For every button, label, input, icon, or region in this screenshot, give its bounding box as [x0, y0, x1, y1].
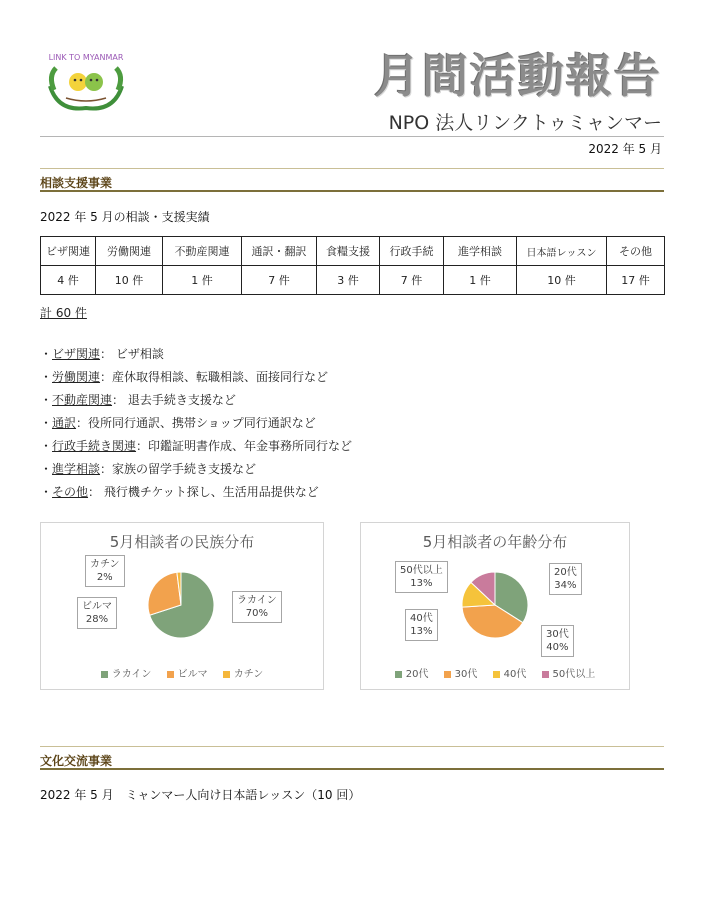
table-header-cell: ビザ関連: [41, 237, 96, 266]
chart-legend: [41, 665, 323, 680]
table-header-cell: 不動産関連: [163, 237, 242, 266]
legend-swatch: [444, 671, 451, 678]
bullet-mark: ・: [40, 347, 53, 361]
list-item: [40, 437, 352, 460]
consultation-section-title: 相談支援事業: [40, 176, 113, 190]
table-header-cell: 行政手続: [380, 237, 444, 266]
table-row: [41, 266, 665, 295]
legend-swatch: [167, 671, 174, 678]
table-header-cell: 通訳・翻訳: [242, 237, 317, 266]
table-header-cell: 日本語レッスン: [517, 237, 607, 266]
age-chart: [360, 522, 630, 690]
bullet-mark: ・: [40, 393, 53, 407]
list-item: [40, 483, 352, 506]
detail-description: 飛行機チケット探し、生活用品提供など: [100, 485, 319, 499]
detail-term: 進学相談: [52, 462, 101, 476]
section-top-rule: [40, 168, 664, 169]
section-bottom-rule: [40, 768, 664, 770]
table-cell: 7 件: [380, 266, 444, 295]
detail-description: 家族の留学手続き支援など: [112, 462, 257, 476]
data-label-40s: [405, 609, 438, 641]
bullet-mark: ・: [40, 370, 53, 384]
section-bottom-rule: [40, 190, 664, 192]
detail-description: 印鑑証明書作成、年金事務所同行など: [148, 439, 353, 453]
legend-item: [167, 669, 208, 680]
culture-activity-line: 2022 年 5 月 ミャンマー人向け日本語レッスン（10 回）: [40, 788, 361, 802]
slice-category: 30代: [546, 629, 569, 640]
legend-label: カチン: [233, 669, 264, 680]
table-cell: 7 件: [242, 266, 317, 295]
legend-label: 30代: [454, 669, 478, 680]
data-label-50s: [395, 561, 448, 593]
bullet-mark: ・: [40, 439, 53, 453]
logo-lettering: LINK TO MYANMAR: [48, 53, 124, 62]
data-label-burma: [77, 597, 117, 629]
legend-label: ビルマ: [177, 669, 208, 680]
consultation-stats-table: [40, 236, 665, 295]
slice-percent: 70%: [245, 608, 268, 619]
table-header-cell: その他: [607, 237, 665, 266]
table-header-cell: 進学相談: [444, 237, 517, 266]
detail-separator: ：: [100, 347, 113, 361]
slice-percent: 34%: [554, 580, 577, 591]
detail-term: ビザ関連: [52, 347, 101, 361]
table-header-row: [41, 237, 665, 266]
slice-category: 40代: [410, 613, 433, 624]
table-header-cell: 労働関連: [96, 237, 163, 266]
legend-item: [223, 669, 264, 680]
slice-percent: 40%: [546, 642, 569, 653]
legend-swatch: [223, 671, 230, 678]
detail-description: 産休取得相談、転職相談、面接同行など: [112, 370, 329, 384]
slice-category: カチン: [90, 559, 120, 570]
table-cell: 4 件: [41, 266, 96, 295]
table-cell: 3 件: [317, 266, 380, 295]
slice-percent: 2%: [96, 572, 113, 583]
detail-separator: ：: [100, 370, 113, 384]
table-cell: 1 件: [163, 266, 242, 295]
report-date: 2022 年 5 月: [588, 142, 662, 156]
list-item: [40, 460, 352, 483]
legend-swatch: [542, 671, 549, 678]
slice-category: 50代以上: [400, 565, 443, 576]
section-top-rule: [40, 746, 664, 747]
table-cell: 1 件: [444, 266, 517, 295]
consultation-details-list: [40, 345, 352, 506]
slice-category: ラカイン: [237, 595, 277, 606]
organization-logo: [44, 46, 128, 112]
detail-term: 行政手続き関連: [52, 439, 137, 453]
slice-percent: 13%: [410, 626, 433, 637]
detail-term: 不動産関連: [52, 393, 113, 407]
bullet-mark: ・: [40, 462, 53, 476]
table-cell: 10 件: [96, 266, 163, 295]
legend-item: [444, 669, 478, 680]
list-item: [40, 414, 352, 437]
list-item: [40, 391, 352, 414]
slice-category: ビルマ: [82, 601, 112, 612]
legend-label: 50代以上: [552, 669, 596, 680]
legend-item: [101, 669, 152, 680]
legend-item: [542, 669, 596, 680]
detail-term: その他: [52, 485, 89, 499]
ethnicity-chart: [40, 522, 324, 690]
slice-category: 20代: [554, 567, 577, 578]
legend-label: 40代: [503, 669, 527, 680]
slice-percent: 28%: [85, 614, 109, 625]
data-label-kachin: [85, 555, 125, 587]
chart-title: 5月相談者の民族分布: [109, 533, 255, 551]
legend-label: ラカイン: [111, 669, 152, 680]
detail-description: ビザ相談: [112, 347, 164, 361]
legend-swatch: [395, 671, 402, 678]
data-label-20s: [549, 563, 582, 595]
legend-swatch: [493, 671, 500, 678]
detail-separator: ：: [76, 416, 89, 430]
detail-description: 退去手続き支援など: [124, 393, 236, 407]
legend-swatch: [101, 671, 108, 678]
bullet-mark: ・: [40, 416, 53, 430]
header-divider: [40, 136, 664, 137]
list-item: [40, 345, 352, 368]
chart-legend: [361, 665, 629, 680]
data-label-rakhine: [232, 591, 282, 623]
table-header-cell: 食糧支援: [317, 237, 380, 266]
chart-title: 5月相談者の年齢分布: [422, 533, 568, 551]
list-item: [40, 368, 352, 391]
detail-description: 役所同行通訳、携帯ショップ同行通訳など: [88, 416, 316, 430]
organization-name: NPO 法人リンクトゥミャンマー: [388, 112, 662, 134]
data-label-30s: [541, 625, 574, 657]
detail-term: 通訳: [52, 416, 77, 430]
detail-separator: ：: [112, 393, 125, 407]
detail-separator: ：: [136, 439, 149, 453]
detail-separator: ：: [100, 462, 113, 476]
bullet-mark: ・: [40, 485, 53, 499]
table-cell: 17 件: [607, 266, 665, 295]
legend-item: [493, 669, 527, 680]
legend-item: [395, 669, 429, 680]
detail-term: 労働関連: [52, 370, 101, 384]
consultation-intro: 2022 年 5 月の相談・支援実績: [40, 210, 210, 224]
report-title: 月間活動報告: [374, 49, 662, 103]
legend-label: 20代: [405, 669, 429, 680]
slice-percent: 13%: [410, 578, 433, 589]
culture-section-title: 文化交流事業: [40, 754, 113, 768]
detail-separator: ：: [88, 485, 101, 499]
total-count: 計 60 件: [40, 306, 87, 320]
table-cell: 10 件: [517, 266, 607, 295]
